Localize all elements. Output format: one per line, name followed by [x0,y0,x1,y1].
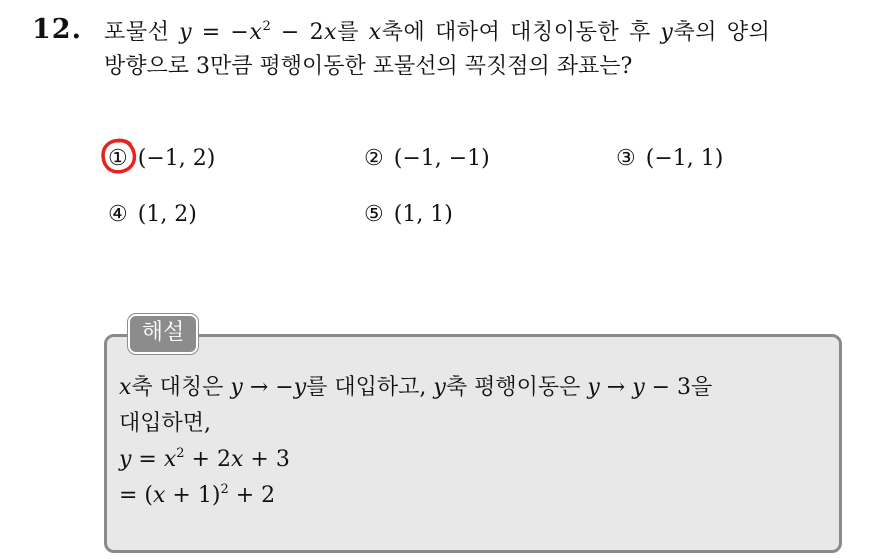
choice-2-number: ② [364,146,384,171]
question-number: 12. [32,14,82,45]
expl-var-y: y [230,375,243,400]
expl-var-x: x [230,447,244,472]
expl-var-y: y [433,375,446,400]
expl-text: = [131,447,164,472]
explanation-body [119,370,839,514]
expl-text: + 2 [184,447,231,472]
expl-text: → − [242,375,294,400]
choice-5-number: ⑤ [364,202,384,227]
question-stem [104,16,864,84]
explanation-line-2: 대입하면, [119,411,212,436]
expl-var-y: y [293,375,307,400]
expl-var-y: y [119,447,132,472]
expl-var-x: x [119,375,132,400]
stem-text: 축에 대하여 대칭이동한 후 [381,20,661,45]
choice-1[interactable] [108,146,215,171]
choice-1-value: (−1, 2) [137,146,216,171]
expl-var-x: x [153,483,166,508]
expl-text: 를 대입하고, [306,375,434,400]
expl-text: = ( [119,483,154,508]
choice-3-value: (−1, 1) [645,146,724,171]
question-stem-line-2: 방향으로 3만큼 평행이동한 포물선의 꼭짓점의 좌표는? [104,54,633,79]
stem-var-x: x [368,20,382,45]
expl-text: 축 평행이동은 [445,375,588,400]
expl-text: + 2 [228,483,276,508]
expl-var-x: x [163,447,177,472]
stem-exponent: 2 [262,19,272,34]
stem-var-x: x [249,20,263,45]
stem-text: = − [192,20,250,45]
expl-text: + 1) [165,483,221,508]
stem-text: 포물선 [104,20,180,45]
choice-4[interactable] [108,202,197,227]
expl-text: 축 대칭은 [131,375,231,400]
choice-3[interactable] [616,146,723,171]
choice-4-number: ④ [108,202,128,227]
choice-4-value: (1, 2) [137,202,197,227]
stem-var-y: y [660,20,674,45]
expl-var-y: y [587,375,600,400]
explanation-line-3 [119,442,839,478]
stem-var-y: y [179,20,193,45]
stem-text: 축의 양의 [673,20,771,45]
choice-1-number: ① [108,146,128,171]
expl-text: + 3 [243,447,290,472]
stem-var-x: x [324,20,338,45]
expl-exponent: 2 [220,482,229,497]
choice-5-value: (1, 1) [393,202,453,227]
expl-text: → [599,375,633,400]
choice-2-value: (−1, −1) [393,146,490,171]
stem-text: − 2 [271,20,325,45]
question-stem-line-1 [104,16,864,50]
stem-text: 를 [337,20,369,45]
explanation-line-4 [119,478,839,514]
explanation-line-1 [119,370,839,406]
expl-exponent: 2 [176,446,185,461]
choice-5[interactable] [364,202,453,227]
expl-text: − 3을 [644,375,713,400]
explanation-tag: 해설 [128,314,198,354]
expl-var-y: y [632,375,645,400]
choice-3-number: ③ [616,146,636,171]
choice-2[interactable] [364,146,490,171]
